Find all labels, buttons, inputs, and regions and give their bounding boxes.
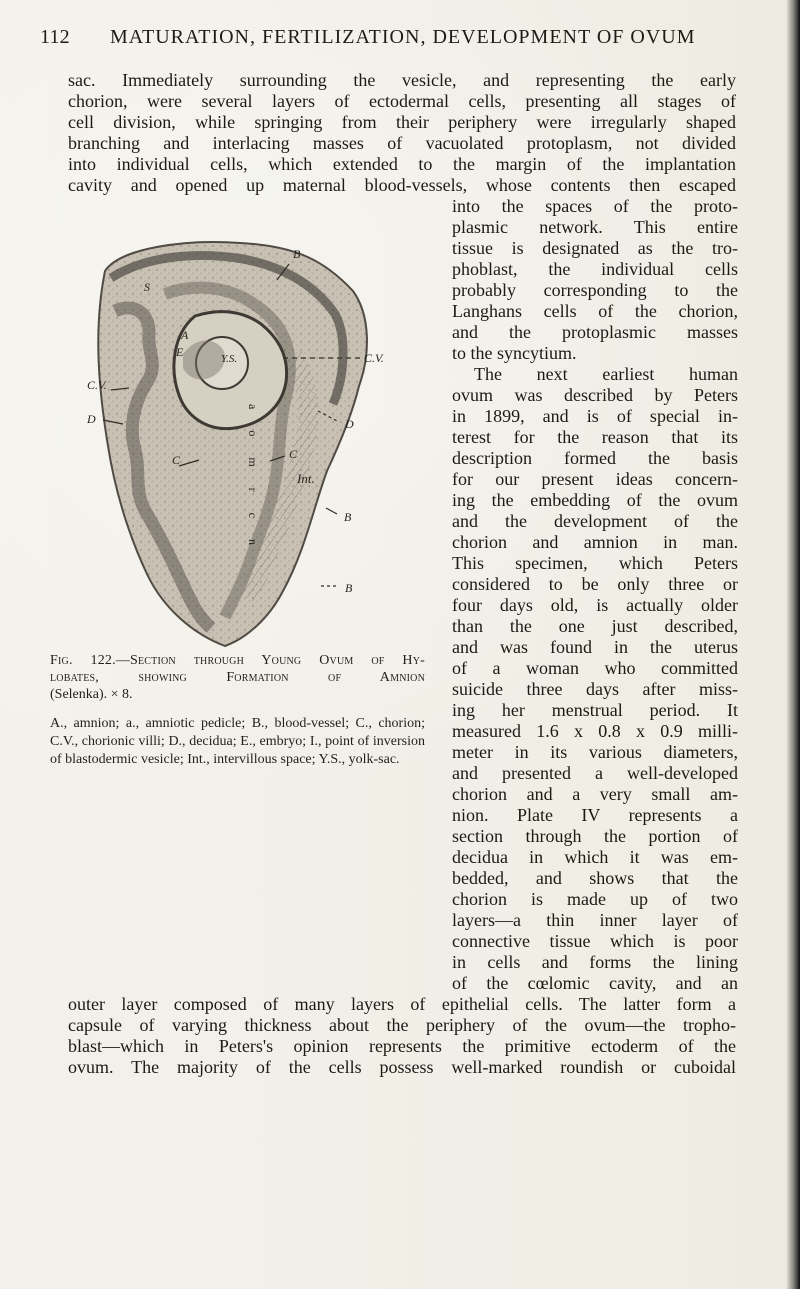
page-number: 112 — [40, 26, 70, 48]
right-line-4: phoblast, the individual cells — [452, 259, 738, 279]
body-line-top-1: sac. Immediately surrounding the vesicle, and representing the early — [68, 70, 736, 90]
body-line-top-6: cavity and opened up maternal blood-vessels, whose contents then escaped — [68, 175, 736, 195]
figure-label-e: E — [176, 345, 184, 359]
right-line-12: terest for the reason that its — [452, 427, 738, 447]
right-line-38: of the cœlomic cavity, and an — [452, 973, 738, 993]
body-line-top-3: cell division, while springing from their periphery were irregularly shaped — [68, 112, 736, 132]
figure-label-b-mid: B — [344, 510, 352, 524]
figure-label-d-left: D — [87, 412, 96, 426]
right-line-10: ovum was described by Peters — [452, 385, 738, 405]
figure-label-a: A — [181, 328, 189, 342]
figure-label-d-right: D — [345, 417, 354, 431]
right-line-13: description formed the basis — [452, 448, 738, 468]
figure-label-c-inner: C — [289, 447, 298, 461]
figure-vertical-label: a o m r c n — [246, 404, 260, 554]
right-line-7: and the protoplasmic masses — [452, 322, 738, 342]
right-line-22: and was found in the uterus — [452, 637, 738, 657]
right-line-17: chorion and amnion in man. — [452, 532, 738, 552]
right-line-25: ing her menstrual period. It — [452, 700, 738, 720]
right-line-16: and the development of the — [452, 511, 738, 531]
body-line-top-2: chorion, were several layers of ectodermal cells, presenting all stages of — [68, 91, 736, 111]
right-line-33: bedded, and shows that the — [452, 868, 738, 888]
right-line-9: The next earliest human — [474, 364, 738, 384]
body-line-bottom-1: outer layer composed of many layers of epithelial cells. The latter form a — [68, 994, 736, 1014]
right-line-23: of a woman who committed — [452, 658, 738, 678]
running-head: MATURATION, FERTILIZATION, DEVELOPMENT OF OVUM — [110, 26, 696, 48]
figure-label-c-left: C — [172, 453, 181, 467]
caption-title-line-3: (Selenka). × 8. — [50, 687, 133, 702]
figure-label-int: Int. — [297, 471, 315, 486]
figure-label-cv-left: C.V. — [87, 378, 107, 392]
right-line-8: to the syncytium. — [452, 343, 577, 363]
right-line-32: decidua in which it was em- — [452, 847, 738, 867]
right-line-27: meter in its various diameters, — [452, 742, 738, 762]
right-line-29: chorion and a very small am- — [452, 784, 738, 804]
body-line-bottom-4: ovum. The majority of the cells possess well-marked roundish or cuboidal — [68, 1057, 736, 1077]
right-line-36: connective tissue which is poor — [452, 931, 738, 951]
caption-legend: A., amnion; a., amniotic pedicle; B., blood-vessel; C., chorion; C.V., chorionic villi; D., decidua; E., embryo; I., point of inversion of blastodermic vesicle; Int., intervillous space; Y.S., yolk-sac. — [50, 716, 425, 767]
figure-label-b-bottom: B — [345, 581, 353, 595]
body-line-top-4: branching and interlacing masses of vacuolated protoplasm, not divided — [68, 133, 736, 153]
right-line-11: in 1899, and is of special in- — [452, 406, 738, 426]
right-line-2: plasmic network. This entire — [452, 217, 738, 237]
right-line-6: Langhans cells of the chorion, — [452, 301, 738, 321]
figure-label-b-top: B — [293, 247, 301, 261]
figure-caption — [50, 652, 425, 769]
right-line-31: section through the portion of — [452, 826, 738, 846]
body-line-bottom-2: capsule of varying thickness about the periphery of the ovum—the tropho- — [68, 1015, 736, 1035]
right-line-3: tissue is designated as the tro- — [452, 238, 738, 258]
right-line-5: probably corresponding to the — [452, 280, 738, 300]
embryology-figure — [75, 236, 445, 656]
right-line-37: in cells and forms the lining — [452, 952, 738, 972]
right-line-28: and presented a well-developed — [452, 763, 738, 783]
right-line-20: four days old, is actually older — [452, 595, 738, 615]
body-line-top-5: into individual cells, which extended to the margin of the implantation — [68, 154, 736, 174]
figure-label-cv-right: C.V. — [364, 351, 384, 365]
right-line-15: ing the embedding of the ovum — [452, 490, 738, 510]
page-header — [40, 26, 750, 54]
right-line-19: considered to be only three or — [452, 574, 738, 594]
caption-title-line-2: lobates, showing Formation of Amnion — [50, 670, 425, 685]
right-line-30: nion. Plate IV represents a — [452, 805, 738, 825]
right-line-21: than the one just described, — [452, 616, 738, 636]
right-line-24: suicide three days after miss- — [452, 679, 738, 699]
page-edge-shadow — [786, 0, 800, 1289]
caption-title-line-1: Fig. 122.—Section through Young Ovum of Hy- — [50, 653, 425, 668]
right-line-14: for our present ideas concern- — [452, 469, 738, 489]
right-line-35: layers—a thin inner layer of — [452, 910, 738, 930]
right-line-18: This specimen, which Peters — [452, 553, 738, 573]
right-line-1: into the spaces of the proto- — [452, 196, 738, 216]
right-line-26: measured 1.6 x 0.8 x 0.9 milli- — [452, 721, 738, 741]
right-line-34: chorion is made up of two — [452, 889, 738, 909]
figure-label-ys: Y.S. — [221, 353, 238, 365]
figure-label-s: S — [144, 280, 150, 294]
body-line-bottom-3: blast—which in Peters's opinion represents the primitive ectoderm of the — [68, 1036, 736, 1056]
